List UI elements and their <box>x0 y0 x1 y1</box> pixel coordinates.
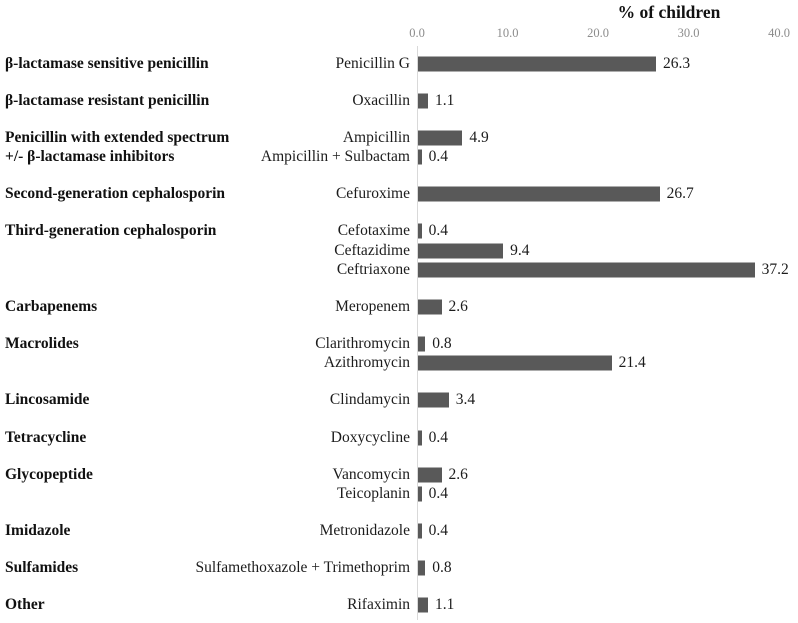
drug-label: Ceftazidime <box>334 241 410 259</box>
bar-row <box>0 147 798 166</box>
category-label: +/- β-lactamase inhibitors <box>5 148 175 166</box>
bar-row <box>0 91 798 110</box>
bar-row <box>0 354 798 373</box>
bar <box>418 467 442 482</box>
bar-row <box>0 241 798 260</box>
bar-row <box>0 54 798 73</box>
drug-label: Clarithromycin <box>315 335 410 353</box>
bar-row <box>0 297 798 316</box>
bar <box>418 393 449 408</box>
value-label: 0.4 <box>428 222 448 240</box>
drug-label: Vancomycin <box>332 465 410 483</box>
drug-label: Oxacillin <box>352 91 410 109</box>
category-label: Carbapenems <box>5 298 98 315</box>
category-label: β-lactamase sensitive penicillin <box>5 54 209 72</box>
drug-label: Ampicillin + Sulbactam <box>260 148 410 166</box>
antibiotic-class-group <box>0 596 798 615</box>
x-axis-tick: 0.0 <box>409 26 425 40</box>
bar <box>418 356 612 371</box>
antibiotic-class-group <box>0 465 798 504</box>
value-label: 21.4 <box>618 354 646 372</box>
value-label: 0.4 <box>428 484 448 502</box>
bar <box>418 486 422 501</box>
value-label: 9.4 <box>510 241 530 259</box>
drug-label: Sulfamethoxazole + Trimethoprim <box>195 559 410 577</box>
x-axis-tick: 40.0 <box>768 26 790 40</box>
bar-row <box>0 559 798 578</box>
drug-label: Doxycycline <box>330 428 410 446</box>
value-label: 26.7 <box>666 185 694 203</box>
antibiotic-class-group <box>0 559 798 578</box>
bar <box>418 224 422 239</box>
value-label: 0.4 <box>428 522 448 540</box>
bar <box>418 430 422 445</box>
antibiotic-class-group <box>0 91 798 110</box>
category-label: Imidazole <box>5 522 71 540</box>
bar-row <box>0 260 798 279</box>
bar-row <box>0 465 798 484</box>
x-axis-tick: 10.0 <box>496 26 519 40</box>
category-label: Penicillin with extended spectrum <box>5 128 230 146</box>
x-axis-tick: 30.0 <box>677 26 700 40</box>
category-label: Second-generation cephalosporin <box>5 185 226 203</box>
bar <box>418 187 660 202</box>
antibiotic-class-group <box>0 334 798 373</box>
plot-area <box>0 54 798 615</box>
drug-label: Ceftriaxone <box>336 260 410 278</box>
bar <box>418 243 503 258</box>
bar <box>418 337 425 352</box>
antibiotic-class-group <box>0 185 798 204</box>
antibiotic-class-group <box>0 54 798 73</box>
antibiotic-class-group <box>0 222 798 280</box>
antibiotic-class-group <box>0 521 798 540</box>
drug-label: Cefotaxime <box>337 222 410 240</box>
value-label: 2.6 <box>448 298 468 315</box>
category-label: Glycopeptide <box>5 465 93 483</box>
value-label: 4.9 <box>469 128 489 146</box>
category-label: Third-generation cephalosporin <box>5 222 217 240</box>
category-label: Other <box>5 596 45 614</box>
bar <box>418 262 755 277</box>
value-label: 37.2 <box>761 260 789 278</box>
bar <box>418 150 422 165</box>
antibiotic-class-group <box>0 297 798 316</box>
bar-row <box>0 521 798 540</box>
antibiotic-class-group <box>0 428 798 447</box>
bar <box>418 300 442 315</box>
drug-label: Cefuroxime <box>335 185 410 203</box>
value-label: 26.3 <box>663 54 691 72</box>
value-label: 3.4 <box>455 391 476 409</box>
bar-row <box>0 484 798 503</box>
bar <box>418 561 425 576</box>
value-label: 0.4 <box>428 428 448 446</box>
drug-label: Penicillin G <box>335 54 410 72</box>
bar-row <box>0 222 798 241</box>
value-label: 1.1 <box>434 91 455 109</box>
category-label: Tetracycline <box>5 428 87 446</box>
drug-label: Clindamycin <box>329 391 410 409</box>
bar <box>418 56 656 71</box>
category-label: Macrolides <box>5 335 79 353</box>
drug-label: Rifaximin <box>347 596 410 614</box>
bar-row <box>0 128 798 147</box>
drug-label: Teicoplanin <box>337 484 410 502</box>
bar-row <box>0 334 798 353</box>
category-label: Sulfamides <box>5 559 79 577</box>
value-label: 1.1 <box>434 596 455 614</box>
value-label: 0.8 <box>432 559 452 577</box>
bar <box>418 524 422 539</box>
category-label: β-lactamase resistant penicillin <box>5 91 210 109</box>
drug-label: Azithromycin <box>323 354 410 372</box>
bar <box>418 93 428 108</box>
bar-row <box>0 391 798 410</box>
bar-row <box>0 428 798 447</box>
drug-label: Meropenem <box>335 298 410 315</box>
antibiotic-class-group <box>0 128 798 167</box>
antibiotic-class-group <box>0 391 798 410</box>
value-label: 0.4 <box>428 148 448 166</box>
bar <box>418 598 428 613</box>
bar-row <box>0 185 798 204</box>
category-label: Lincosamide <box>5 391 90 409</box>
chart-title: % of children <box>617 2 721 22</box>
bar <box>418 130 462 145</box>
bar-row <box>0 596 798 615</box>
drug-label: Metronidazole <box>319 522 410 540</box>
value-label: 0.8 <box>432 335 452 353</box>
drug-label: Ampicillin <box>342 128 410 146</box>
value-label: 2.6 <box>448 465 468 483</box>
x-axis-tick: 20.0 <box>587 26 609 40</box>
